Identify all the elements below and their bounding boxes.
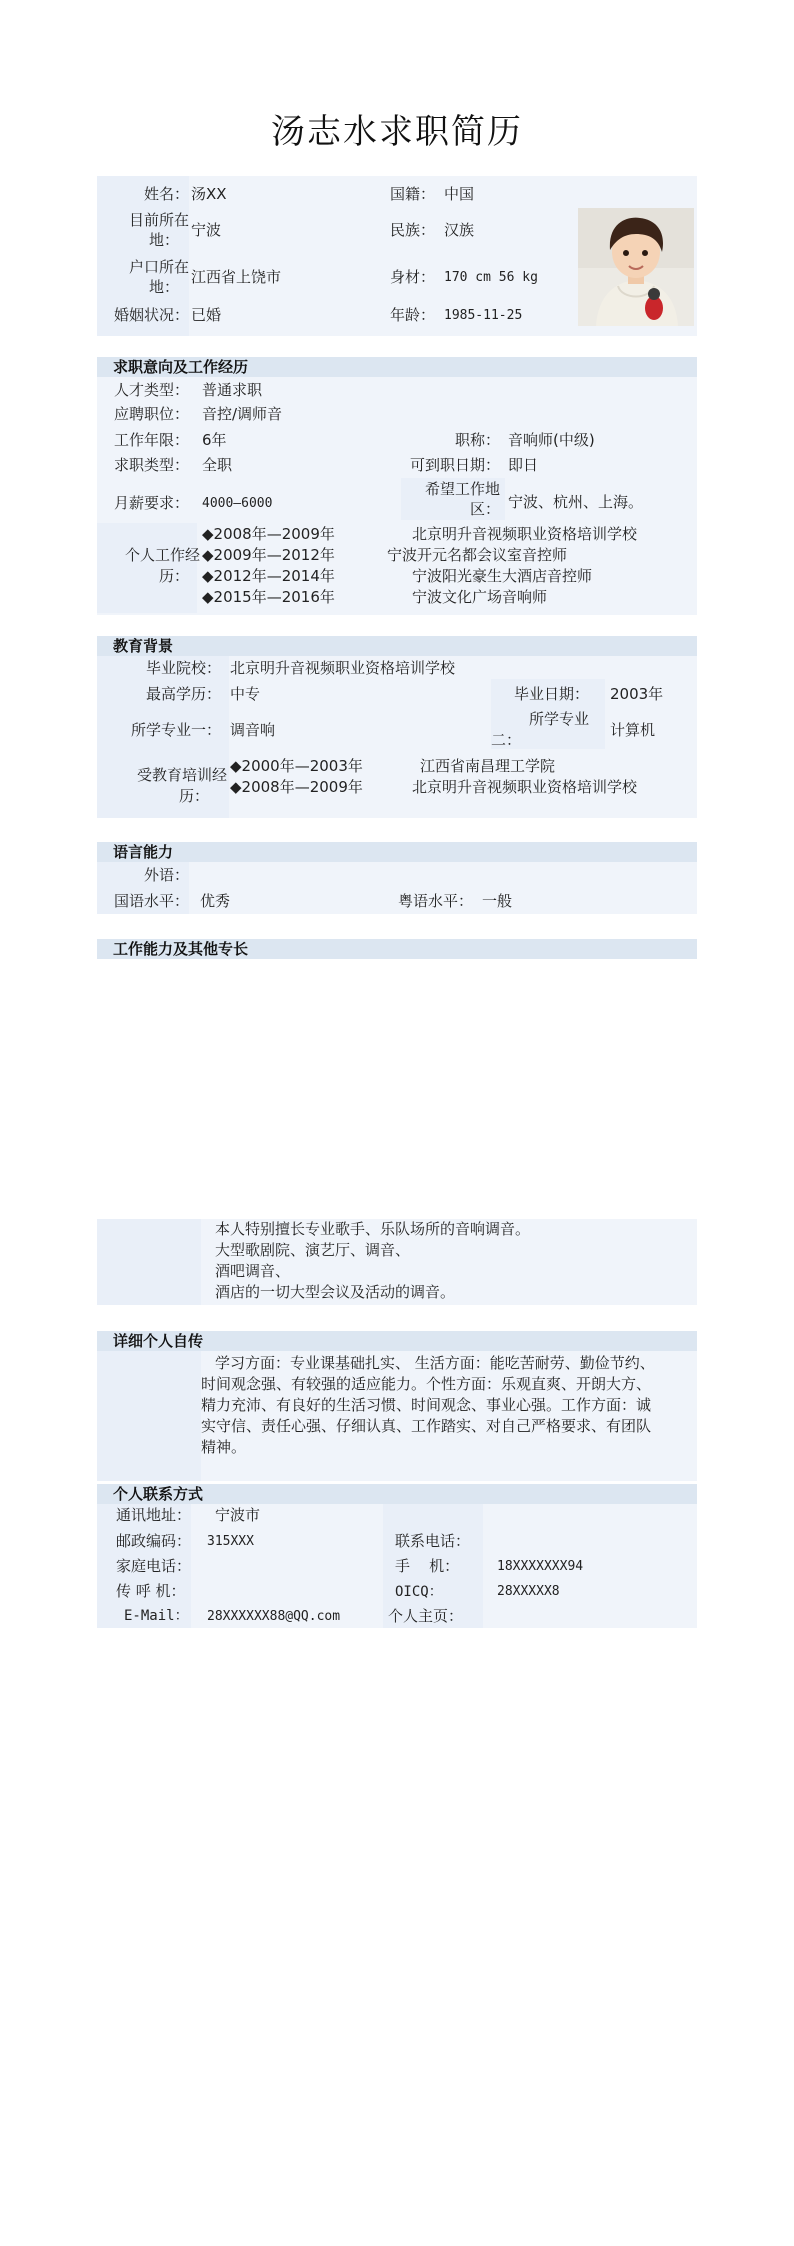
start-value: 即日 — [508, 456, 539, 474]
location-value: 宁波 — [191, 221, 222, 239]
years-value: 6年 — [202, 431, 227, 449]
experience-period: ◆2015年—2016年 — [202, 588, 335, 606]
self-line: 实守信、责任心强、仔细认真、工作踏实、对自己严格要求、有团队 — [201, 1417, 652, 1435]
place-value: 宁波、杭州、上海。 — [508, 493, 644, 511]
section-job — [97, 357, 697, 377]
homepage-label: 个人主页： — [388, 1607, 464, 1625]
section-education — [97, 636, 697, 656]
grad-label: 毕业日期： — [513, 685, 589, 703]
degree-value: 中专 — [230, 685, 261, 703]
oicq-label: OICQ： — [395, 1584, 443, 1600]
zip-value: 315XXX — [207, 1534, 254, 1549]
major2-value: 计算机 — [610, 721, 656, 739]
school-label: 毕业院校： — [145, 659, 221, 677]
location-label: 目前所在 — [128, 211, 189, 229]
self-line: 学习方面：专业课基础扎实、 生活方面：能吃苦耐劳、勤俭节约、 — [215, 1354, 655, 1372]
training-org: 北京明升音视频职业资格培训学校 — [412, 778, 638, 796]
mandarin-value: 优秀 — [200, 892, 231, 910]
experience-org: 宁波文化广场音响师 — [412, 588, 548, 606]
email-value[interactable]: 28XXXXXX88@QQ.com — [207, 1609, 341, 1624]
experience-period: ◆2008年—2009年 — [202, 525, 335, 543]
marital-label: 婚姻状况： — [113, 306, 189, 324]
major2-label: 所学专业 — [528, 710, 589, 728]
type-value: 全职 — [202, 456, 233, 474]
start-label: 可到职日期： — [409, 456, 500, 474]
self-line: 精神。 — [201, 1438, 247, 1456]
mandarin-label: 国语水平： — [113, 892, 189, 910]
section-contact — [97, 1484, 697, 1504]
school-value: 北京明升音视频职业资格培训学校 — [230, 659, 456, 677]
experience-label: 个人工作经 — [124, 546, 200, 564]
section-self-title: 详细个人自传 — [113, 1332, 204, 1350]
name-label: 姓名： — [143, 185, 189, 203]
age-value: 1985-11-25 — [444, 308, 523, 323]
body-label: 身材： — [390, 268, 436, 286]
skills-line: 酒店的一切大型会议及活动的调音。 — [215, 1283, 456, 1301]
home-phone-label: 家庭电话： — [116, 1557, 192, 1575]
training-org: 江西省南昌理工学院 — [420, 757, 556, 775]
hukou-label: 户口所在 — [128, 258, 189, 276]
degree-label: 最高学历： — [145, 685, 221, 703]
years-label: 工作年限： — [113, 431, 189, 449]
self-line: 时间观念强、有较强的适应能力。个性方面：乐观直爽、开朗大方、 — [201, 1375, 652, 1393]
job-title-value: 音响师(中级) — [508, 431, 595, 449]
pager-label: 传 呼 机： — [116, 1582, 186, 1600]
grad-value: 2003年 — [610, 685, 664, 703]
body-value: 170 cm 56 kg — [444, 270, 538, 285]
oicq-value: 28XXXXX8 — [497, 1584, 560, 1599]
cantonese-label: 粤语水平： — [398, 892, 474, 910]
training-label: 受教育培训经 — [136, 766, 227, 784]
salary-value: 4000—6000 — [202, 496, 273, 511]
training-label-2: 历： — [178, 787, 209, 805]
section-contact-title: 个人联系方式 — [113, 1485, 204, 1503]
skills-line: 本人特别擅长专业歌手、乐队场所的音响调音。 — [215, 1220, 531, 1238]
major1-label: 所学专业一： — [130, 721, 221, 739]
section-job-title: 求职意向及工作经历 — [113, 358, 249, 376]
position-value: 音控/调师音 — [202, 405, 283, 423]
training-period: ◆2000年—2003年 — [230, 757, 363, 775]
mobile-value: 18XXXXXXX94 — [497, 1559, 584, 1574]
experience-org: 宁波开元名都会议室音控师 — [387, 546, 568, 564]
job-title-label: 职称： — [454, 431, 500, 449]
age-label: 年龄： — [390, 306, 436, 324]
experience-label-2: 历： — [158, 567, 189, 585]
major2-label-2: 二： — [491, 731, 522, 749]
experience-period: ◆2009年—2012年 — [202, 546, 335, 564]
nationality-label: 国籍： — [390, 185, 436, 203]
training-period: ◆2008年—2009年 — [230, 778, 363, 796]
skills-line: 酒吧调音、 — [215, 1262, 291, 1280]
name-value: 汤XX — [191, 185, 227, 203]
section-skills — [97, 939, 697, 959]
section-language — [97, 842, 697, 862]
address-value: 宁波市 — [215, 1506, 261, 1524]
phone-label: 联系电话： — [395, 1532, 471, 1550]
cantonese-value: 一般 — [482, 892, 513, 910]
foreign-label: 外语： — [143, 866, 189, 884]
salary-label: 月薪要求： — [113, 494, 189, 512]
experience-period: ◆2012年—2014年 — [202, 567, 335, 585]
hukou-label-2: 地： — [148, 278, 179, 296]
address-label: 通讯地址： — [116, 1506, 192, 1524]
page-title: 汤志水求职简历 — [271, 112, 523, 152]
profile-photo — [578, 208, 694, 326]
skills-line: 大型歌剧院、演艺厅、调音、 — [215, 1241, 411, 1259]
section-self — [97, 1331, 697, 1351]
ethnicity-label: 民族： — [390, 221, 436, 239]
place-label-2: 区： — [469, 500, 500, 518]
ethnicity-value: 汉族 — [444, 221, 475, 239]
self-label-cell — [97, 1351, 201, 1481]
talent-value: 普通求职 — [202, 381, 263, 399]
place-label: 希望工作地 — [424, 480, 500, 498]
major1-value: 调音响 — [230, 721, 276, 739]
nationality-value: 中国 — [444, 185, 475, 203]
zip-label: 邮政编码： — [116, 1532, 192, 1550]
self-line: 精力充沛、有良好的生活习惯、时间观念、事业心强。工作方面：诚 — [201, 1396, 652, 1414]
email-label: E-Mail： — [124, 1608, 189, 1624]
skills-label-cell — [97, 1219, 201, 1305]
position-label: 应聘职位： — [113, 405, 189, 423]
experience-org: 宁波阳光豪生大酒店音控师 — [412, 567, 593, 585]
section-skills-title: 工作能力及其他专长 — [113, 940, 249, 958]
location-label-2: 地： — [148, 231, 179, 249]
type-label: 求职类型： — [113, 456, 189, 474]
section-education-title: 教育背景 — [113, 637, 174, 655]
talent-label: 人才类型： — [113, 381, 189, 399]
section-language-title: 语言能力 — [113, 843, 174, 861]
marital-value: 已婚 — [191, 306, 222, 324]
experience-org: 北京明升音视频职业资格培训学校 — [412, 525, 638, 543]
mobile-label: 手 机： — [395, 1557, 460, 1575]
hukou-value: 江西省上饶市 — [191, 268, 282, 286]
